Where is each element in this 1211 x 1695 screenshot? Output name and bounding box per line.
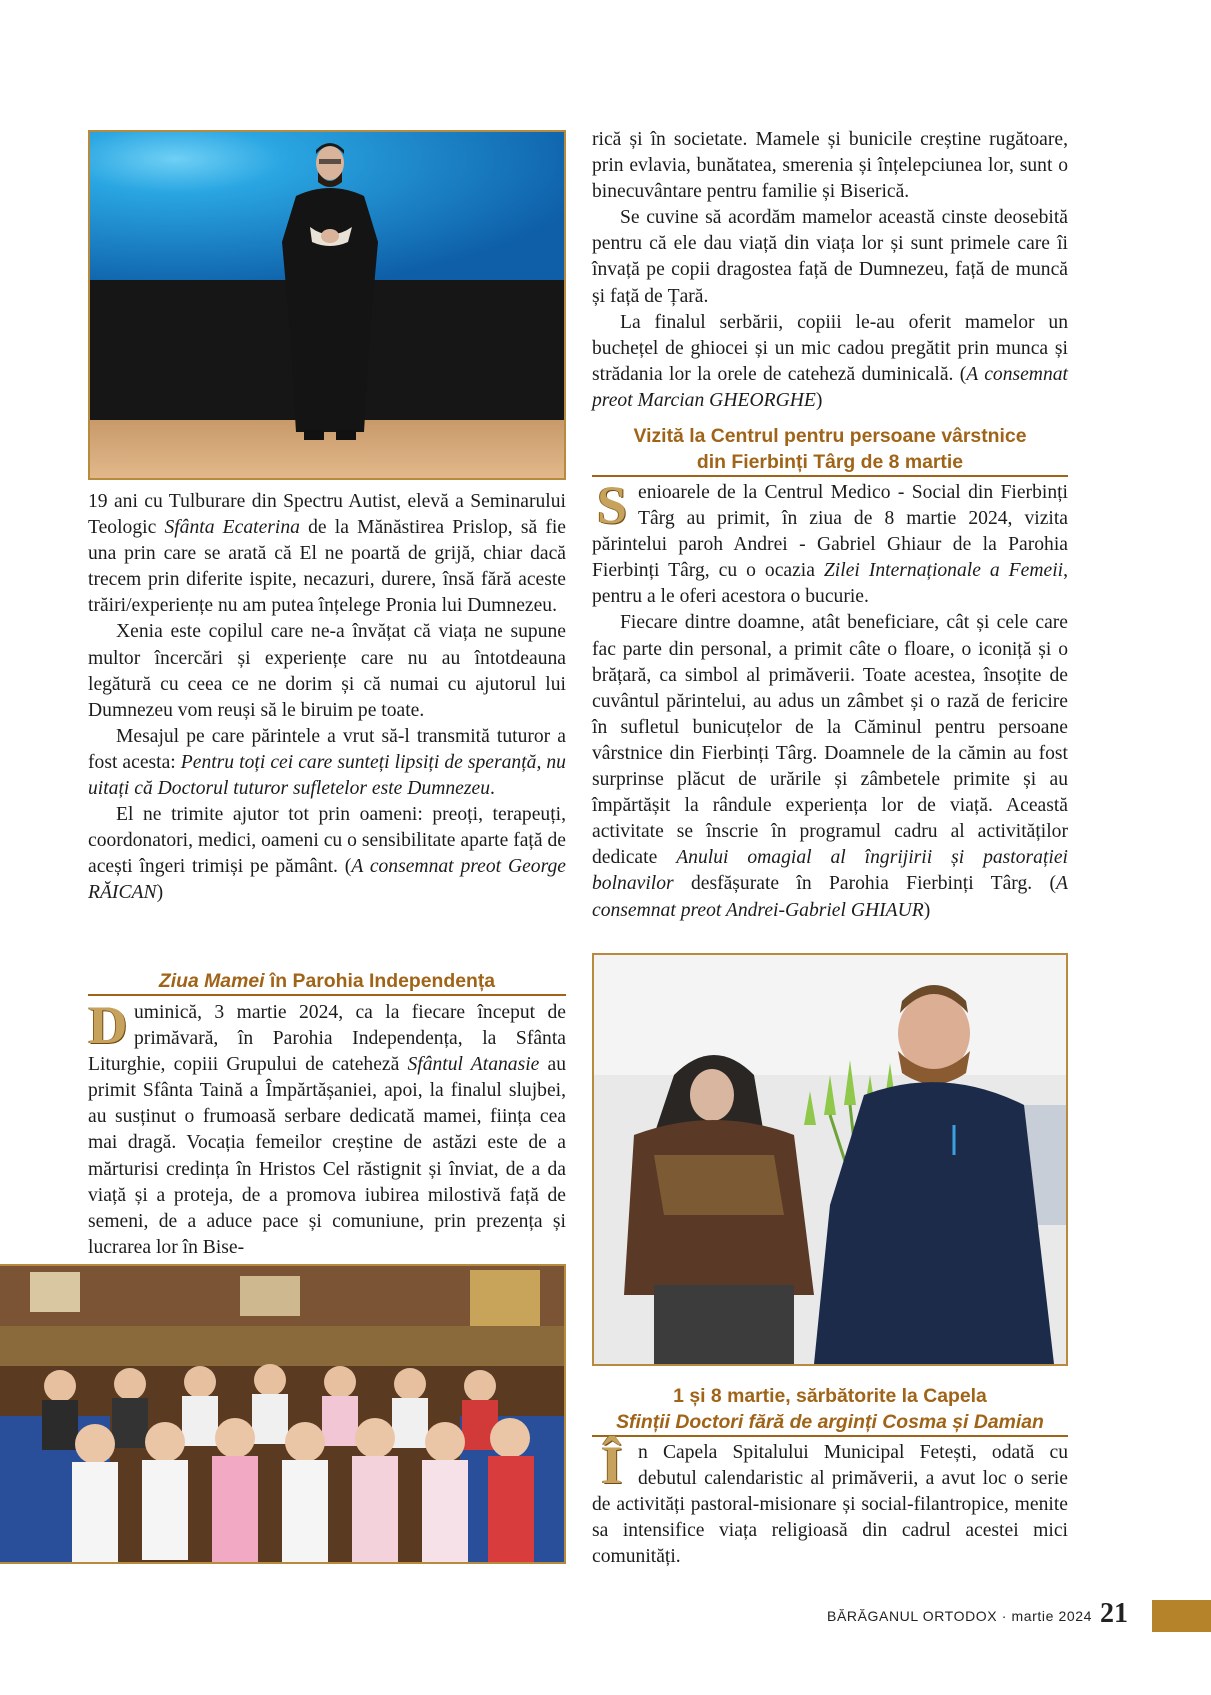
fierbinti-paragraph-2 (592, 610, 1068, 923)
publication-name: BĂRĂGANUL ORTODOX (827, 1608, 998, 1624)
priest-on-stage-illustration (90, 132, 564, 478)
message-end: . (490, 778, 495, 800)
fierbinti-p2-text: Fiecare dintre doamne, atât beneficiare, cât și cele care fac parte din personal, a primit câte o floare, o iconiță și o brățară, ca simbol al primăverii. Toate acestea, însoțite de cuvântul părintelui, au adus un zâmbet și o rază de fericire în sufletul bunicuțelor de la Căminul pentru persoane vârstnice din Fierbinți Târg. Doamnele de la cămin au fost surprinse plăcut de urările și zâmbetele primite și au împărtășit la rândule experiența lor de viață. Această activitate se înscrie în programul cadru al activităților dedicate (592, 612, 1068, 869)
photo-priest-on-stage (88, 130, 566, 480)
womens-day-name: Zilei Internaționale a Femeii (823, 560, 1064, 582)
capela-title-line2: Sfinții Doctori fără de arginți Cosma și Damian (616, 1411, 1044, 1433)
section-capela-body (592, 1435, 1068, 1570)
footer-separator: · (997, 1608, 1012, 1624)
section-title-ziua-mamei (88, 968, 566, 996)
omagial-year-name: Anului omagial al îngrijirii și pastorației bolnavilor (592, 847, 1068, 895)
dropcap-s: S (596, 475, 628, 535)
paragraph-honor-mothers: Se cuvine să acordăm mamelor această cinste deosebită pentru că ele dau viață din viața lor și sunt primele care îi învață pe copii dragostea față de Dumnezeu, față de muncă și față de Țară. (592, 207, 1068, 307)
dropcap-i: Î (601, 1435, 623, 1495)
intro-text: 19 ani cu Tulburare din Spectru Autist, elevă a Seminarului Teologic (88, 491, 566, 539)
ziua-mamei-text-2: au primit Sfânta Taină a Împărtășaniei, apoi, la finalul slujbei, au susținut o frumoasă serbare dedicată mamei, ființa cea mai dragă. Vocația femeilor creștine de astăzi este de a mărturisi credința în Hristos Cel răstignit și înviat, de a da viață și a proteja, de a promova iubirea milostivă față de semeni, de a aduce pace și comuniune, prin prezența și lucrarea lor în Bise- (88, 1054, 566, 1258)
help-text: El ne trimite ajutor tot prin oameni: preoți, terapeuți, coordonatori, medici, oameni cu o sensibilitate aparte față de acești îngeri trimiși pe pământ. ( (88, 804, 566, 878)
credit-close: ) (156, 882, 164, 904)
seminary-name: Sfânta Ecaterina (164, 517, 300, 539)
credit-close: ) (923, 899, 931, 921)
photo-priest-with-elderly-woman (592, 953, 1068, 1366)
paragraph-xenia: Xenia este copilul care ne-a învățat că viața ne supune multor încercări și experiențe care nu au întotdeauna legătură cu ceea ce ne dorim și că numai cu ajutorul lui Dumnezeu vom reuși să le biruim pe toate. (88, 621, 566, 721)
fierbinti-text: enioarele de la Centrul Medico - Social din Fierbinți Târg au primit, în ziua de 8 martie 2024, vizita părintelui paroh Andrei - Gabriel Ghiaur de la Parohia Fierbinți Târg, cu o ocazia (592, 482, 1068, 582)
continued-paragraph: rică și în societate. Mamele și bunicile creștine rugătoare, prin evlavia, bunătatea, smerenia și înțelepciunea lor, sunt o binecuvântare pentru familie și Biserică. (592, 129, 1068, 203)
left-column (88, 489, 566, 907)
paragraph-help (88, 802, 566, 906)
title-rest: în Parohia Independența (264, 970, 496, 992)
author-credit-marcian: A consemnat preot Marcian GHEORGHE (592, 363, 1068, 411)
dropcap-d: D (88, 995, 128, 1055)
credit-close: ) (815, 389, 823, 411)
right-column (592, 127, 1068, 414)
author-credit: A consemnat preot George RĂICAN (88, 856, 566, 904)
fierbinti-paragraph-1 (592, 475, 1068, 610)
title-italic-part: Ziua Mamei (158, 970, 265, 992)
author-credit-andrei: A consemnat preot Andrei-Gabriel GHIAUR (592, 873, 1068, 921)
message-lead: Mesajul pe care părintele a vrut să-l transmită tuturor a fost acesta: (88, 725, 566, 773)
footer-publication (827, 1608, 1092, 1624)
capela-text: n Capela Spitalului Municipal Fetești, odată cu debutul calendaristic al primăverii, a avut loc o serie de activități pastoral-misionare și social-filantropice, menite sa intensifice viața religioasă din cadrul acestei mici comunități. (592, 1442, 1068, 1568)
section-ziua-mamei-body (88, 995, 566, 1261)
group-name: Sfântul Atanasie (407, 1054, 540, 1076)
section-title-fierbinti (592, 423, 1068, 477)
paragraph-snowdrops (592, 310, 1068, 414)
priest-with-elderly-woman-illustration (594, 955, 1066, 1364)
snowdrops-text: La finalul serbării, copiii le-au oferit mamelor un buchețel de ghiocei și un mic cadou pregătit prin munca și strădania lor la orele de cateheză duminicală. ( (592, 311, 1068, 385)
intro-paragraph (88, 489, 566, 619)
page-number: 21 (1100, 1598, 1128, 1629)
children-in-church-illustration (0, 1266, 564, 1562)
fierbinti-title-line1: Vizită la Centrul pentru persoane vârstnice (633, 425, 1027, 447)
section-fierbinti-body (592, 475, 1068, 924)
issue-date: martie 2024 (1011, 1608, 1092, 1624)
fierbinti-text-end: , pentru a le oferi acestora o bucurie. (592, 560, 1068, 608)
footer-gold-bar (1152, 1600, 1211, 1632)
ziua-mamei-text: uminică, 3 martie 2024, ca la fiecare început de primăvară, în Parohia Independența, la Sfânta Liturghie, copiii Grupului de cateheză (88, 1002, 566, 1076)
message-quote: Pentru toți cei care sunteți lipsiți de speranță, nu uitați că Doctorul tuturor sufletelor este Dumnezeu (88, 751, 566, 800)
fierbinti-p2-text-2: desfășurate în Parohia Fierbinți Târg. ( (673, 873, 1057, 895)
ziua-mamei-paragraph (88, 995, 566, 1261)
section-title-capela (592, 1383, 1068, 1437)
paragraph-message (88, 724, 566, 802)
capela-paragraph (592, 1435, 1068, 1570)
photo-children-in-church (0, 1264, 566, 1564)
intro-text-end: de la Mănăstirea Prislop, să fie una prin care se arată că El ne poartă de grijă, chiar dacă trecem prin diferite ispite, necazuri, durere, însă fără aceste trăiri/experiențe nu am putea înțelege Pronia lui Dumnezeu. (88, 517, 567, 617)
capela-title-line1: 1 și 8 martie, sărbătorite la Capela (673, 1385, 987, 1407)
fierbinti-title-line2: din Fierbinți Târg de 8 martie (696, 451, 964, 473)
